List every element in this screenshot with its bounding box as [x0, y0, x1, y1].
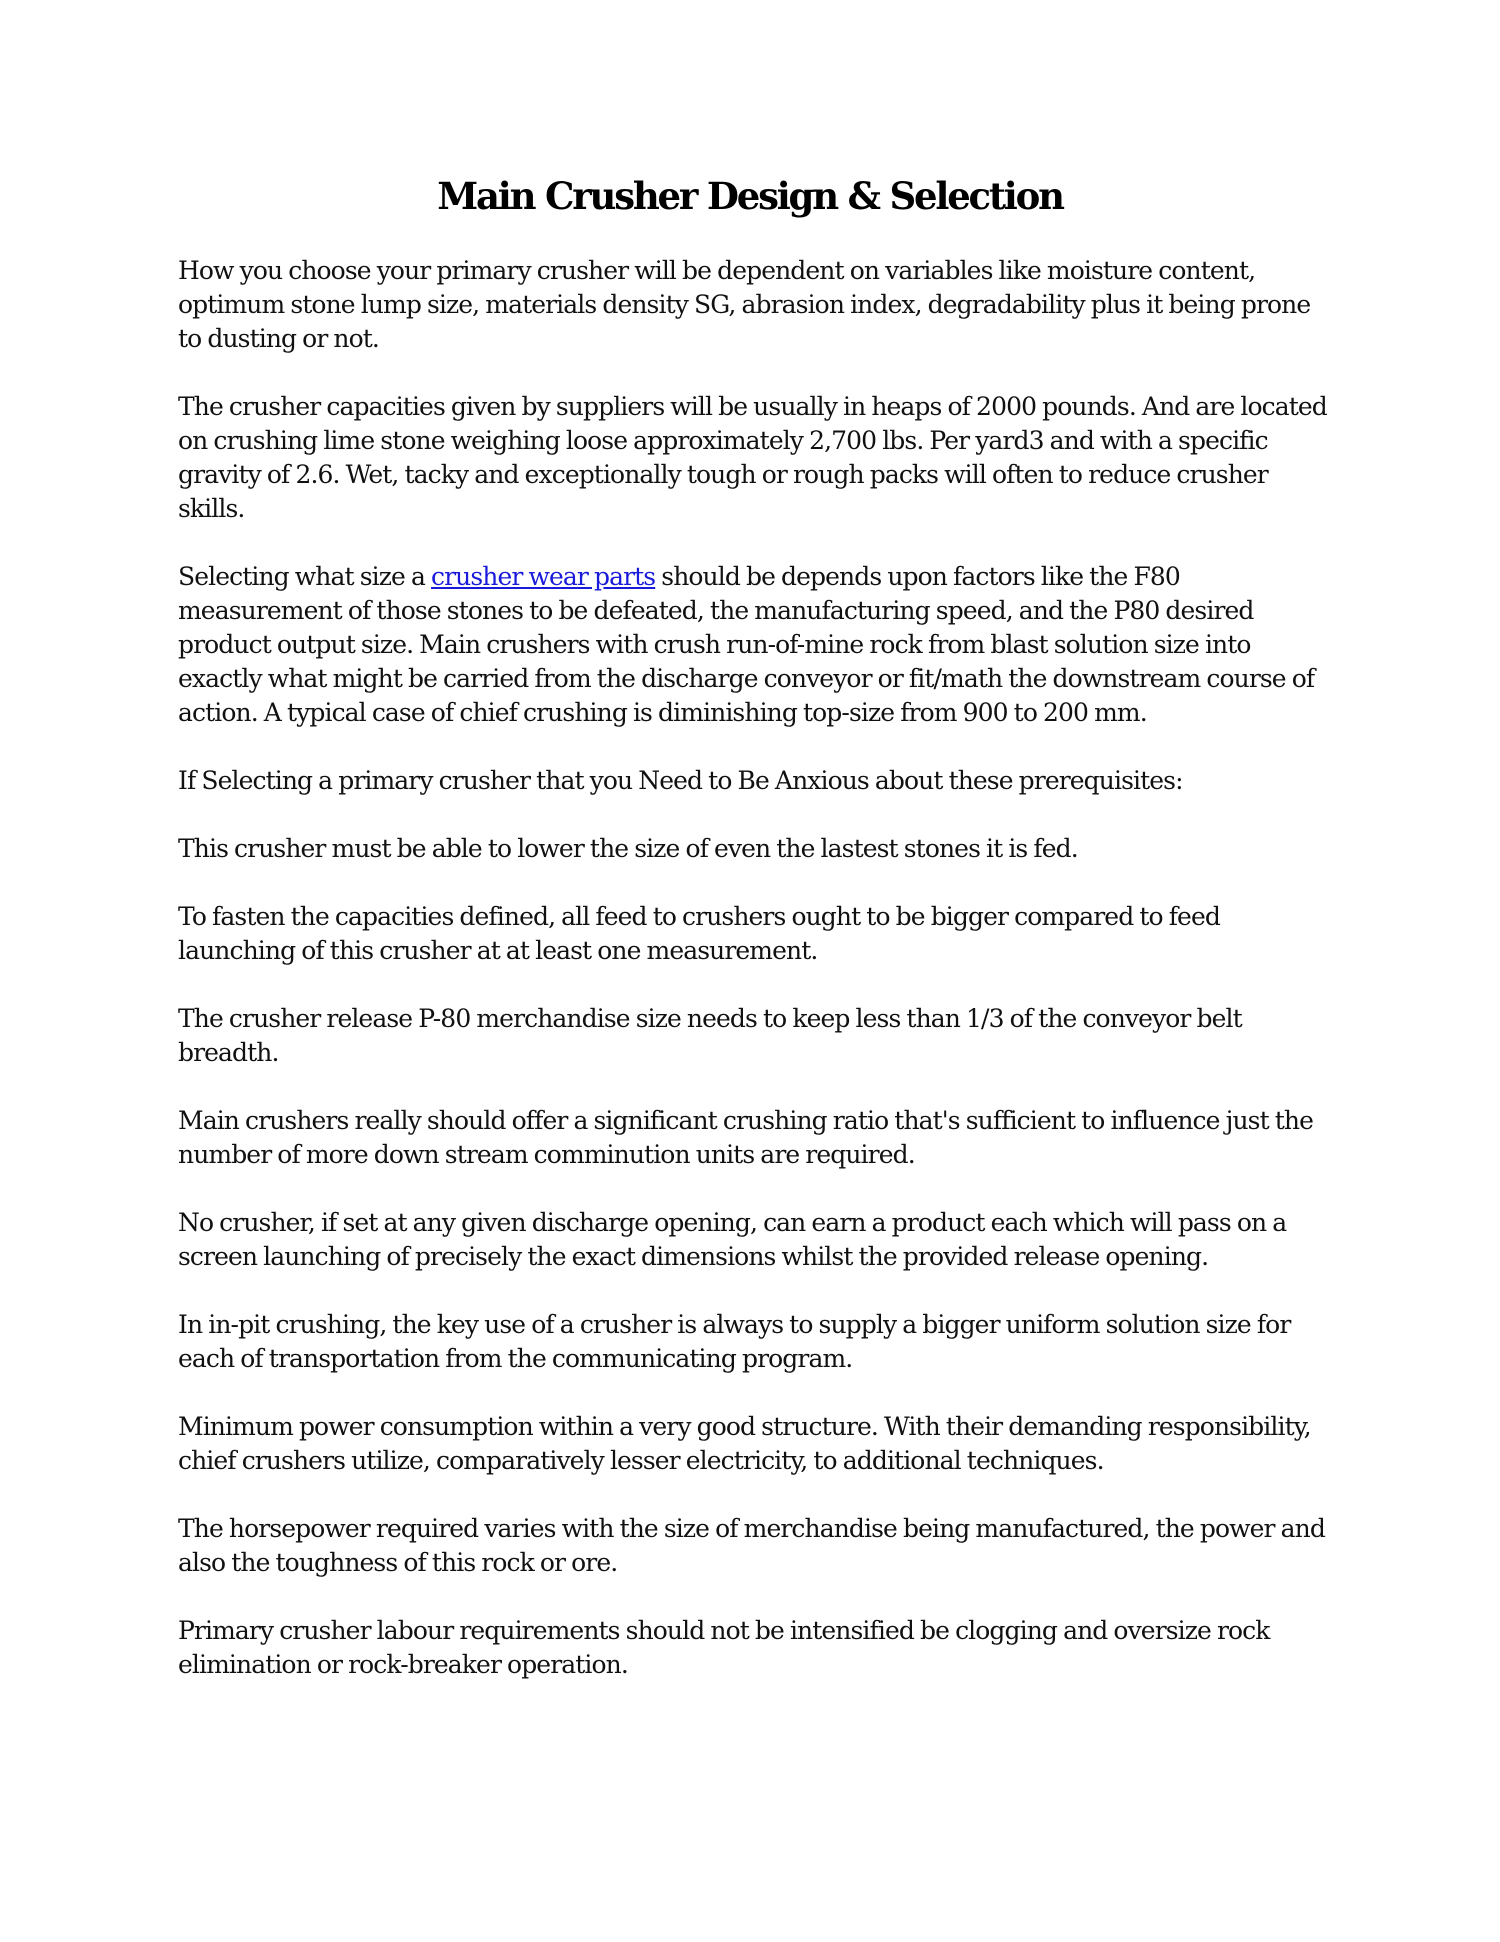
paragraph-prerequisite-9: Primary crusher labour requirements should not be intensified be clogging and oversize rock elimination or rock-breaker operation. — [178, 1616, 1270, 1679]
paragraph-intro: How you choose your primary crusher will be dependent on variables like moisture content, optimum stone lump size, materials density SG, abrasion index, degradability plus it being prone to dusting or not. — [178, 256, 1311, 353]
crusher-wear-parts-link[interactable]: crusher wear parts — [431, 562, 656, 591]
paragraph-prerequisites-intro: If Selecting a primary crusher that you Need to Be Anxious about these prerequisites: — [178, 766, 1183, 795]
paragraph-prerequisite-5: No crusher, if set at any given discharge opening, can earn a product each which will pass on a screen launching of precisely the exact dimensions whilst the provided release opening. — [178, 1208, 1287, 1271]
paragraph-prerequisite-4: Main crushers really should offer a significant crushing ratio that's sufficient to influence just the number of more down stream comminution units are required. — [178, 1106, 1314, 1169]
paragraph-prerequisite-6: In in-pit crushing, the key use of a crusher is always to supply a bigger uniform solution size for each of transportation from the communicating program. — [178, 1310, 1291, 1373]
paragraph-prerequisite-7: Minimum power consumption within a very good structure. With their demanding responsibility, chief crushers utilize, comparatively lesser electricity, to additional techniques. — [178, 1412, 1311, 1475]
paragraph-capacities: The crusher capacities given by suppliers will be usually in heaps of 2000 pounds. And are located on crushing lime stone weighing loose approximately 2,700 lbs. Per yard3 and with a specific gravity of 2.6. Wet, tacky and exceptionally tough or rough packs will often to reduce crusher skills. — [178, 392, 1327, 523]
paragraph-sizing-before: Selecting what size a — [178, 562, 431, 591]
paragraph-prerequisite-2: To fasten the capacities defined, all feed to crushers ought to be bigger compared to feed launching of this crusher at at least one measurement. — [178, 902, 1220, 965]
paragraph-sizing — [178, 560, 1338, 730]
paragraph-prerequisite-8: The horsepower required varies with the size of merchandise being manufactured, the power and also the toughness of this rock or ore. — [178, 1514, 1325, 1577]
document-body — [178, 254, 1338, 1716]
paragraph-prerequisite-1: This crusher must be able to lower the size of even the lastest stones it is fed. — [178, 834, 1078, 863]
paragraph-prerequisite-3: The crusher release P-80 merchandise size needs to keep less than 1/3 of the conveyor belt breadth. — [178, 1004, 1242, 1067]
page-title: Main Crusher Design & Selection — [437, 174, 1063, 218]
paragraph-sizing-after: should be depends upon factors like the F80 measurement of those stones to be defeated, the manufacturing speed, and the P80 desired product output size. Main crushers with crush run-of-mine rock from blast solution size into exactly what might be carried from the discharge conveyor or fit/math the downstream course of action. A typical case of chief crushing is diminishing top-size from 900 to 200 mm. — [178, 562, 1315, 727]
